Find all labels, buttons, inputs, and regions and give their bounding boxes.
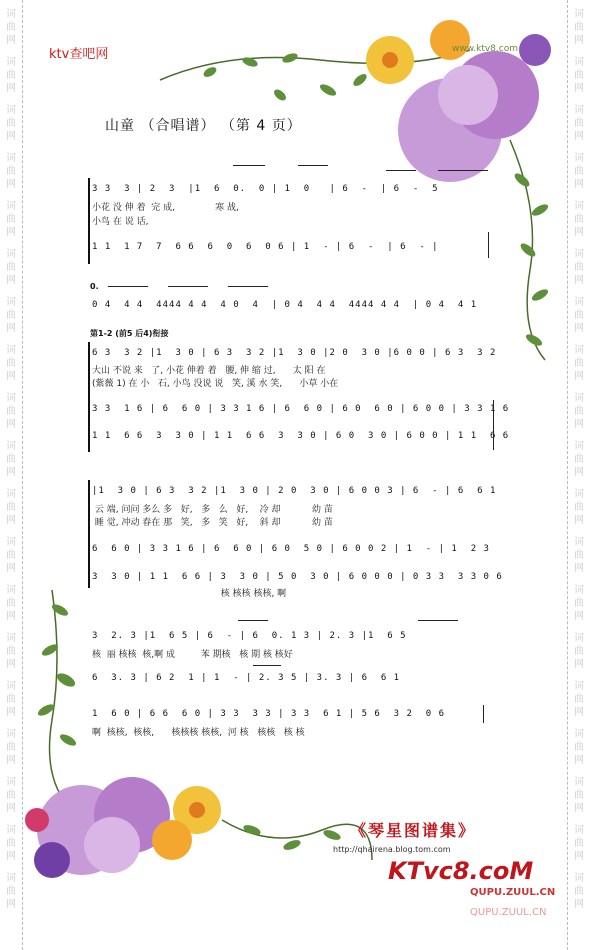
lyric-line: 大山 不说 来 了, 小花 伸着 着 腰, 伸 缩 过, 太 阳 在	[92, 366, 326, 376]
bass-line: 1 1 1 7 7 6 6 6 0 6 0 6 | 1 - | 6 - | 6 - |	[92, 242, 439, 252]
score-system-1	[88, 160, 503, 270]
watermark-glyphs: 词 曲 网	[574, 105, 584, 142]
watermark-glyphs: 词 曲 网	[6, 825, 16, 862]
collection-title: 《琴星图谱集》	[350, 821, 477, 840]
watermark-glyphs: 词 曲 网	[6, 57, 16, 94]
bass-line: 1 1 6 6 3 3 0 | 1 1 6 6 3 3 0 | 6 0 3 0 | 6 0 0 | 1 1 6 6	[92, 431, 510, 441]
watermark-glyphs: 词 曲 网	[6, 633, 16, 670]
watermark-glyphs: 词 曲 网	[574, 441, 584, 478]
melody-line: 6 3 3 2 |1 3 0 | 6 3 3 2 |1 3 0 |2 0 3 0 |6 0 0 | 6 3 3 2	[92, 348, 497, 358]
watermark-glyphs: 词 曲 网	[6, 681, 16, 718]
blog-url: http://qhairena.blog.tom.com	[333, 845, 451, 854]
site-url-watermark: www.ktv8.com	[452, 44, 518, 54]
site-brand-logo: ktv查吧网	[49, 47, 109, 62]
melody-line: 3 3 3 | 2 3 |1 6 0. 0 | 1 0 | 6 - | 6 - 5	[92, 184, 439, 194]
melody-line: 0 4 4 4 4444 4 4 4 0 4 | 0 4 4 4 4444 4 4 | 0 4 4 1	[92, 300, 478, 310]
lyric-line: 小花 没 伸 着 完 成, 寒 战,	[92, 203, 239, 213]
watermark-glyphs: 词 曲 网	[6, 393, 16, 430]
watermark-glyphs: 词 曲 网	[6, 201, 16, 238]
watermark-glyphs: 词 曲 网	[6, 105, 16, 142]
watermark-glyphs: 词 曲 网	[6, 585, 16, 622]
watermark-glyphs: 词 曲 网	[574, 249, 584, 286]
watermark-glyphs: 词 曲 网	[6, 777, 16, 814]
watermark-glyphs: 词 曲 网	[6, 345, 16, 382]
alto-line: 6 6 0 | 3 3 1 6 | 6 6 0 | 6 0 5 0 | 6 0 0 2 | 1 - | 1 2 3	[92, 544, 490, 554]
watermark-glyphs: 词 曲 网	[574, 153, 584, 190]
melody-line: |1 3 0 | 6 3 3 2 |1 3 0 | 2 0 3 0 | 6 0 0 3 | 6 - | 6 6 1	[92, 486, 497, 496]
watermark-glyphs: 词 曲 网	[6, 489, 16, 526]
watermark-glyphs: 词 曲 网	[6, 297, 16, 334]
lyric-line: 核 丽 核核 核,啊 成 苯 期核 核 期 核 核好	[92, 650, 293, 660]
watermark-glyphs: 词 曲 网	[6, 729, 16, 766]
watermark-glyphs: 词 曲 网	[574, 537, 584, 574]
bass-line: 3 3 0 | 1 1 6 6 | 3 3 0 | 5 0 3 0 | 6 0 0 0 | 0 3 3 3 3 0 6	[92, 572, 503, 582]
watermark-glyphs: 词 曲 网	[574, 585, 584, 622]
watermark-glyphs: 词 曲 网	[574, 345, 584, 382]
score-system-3	[88, 328, 510, 453]
watermark-glyphs: 词 曲 网	[574, 729, 584, 766]
watermark-glyphs: 词 曲 网	[574, 489, 584, 526]
watermark-glyphs: 词 曲 网	[6, 537, 16, 574]
watermark-glyphs: 词 曲 网	[574, 9, 584, 46]
system-label: 第1-2 (前5 后4)衔接	[90, 329, 169, 338]
watermark-glyphs: 词 曲 网	[6, 873, 16, 910]
music-score	[88, 160, 510, 750]
qupu-watermark: QUPU.ZUUL.CN	[470, 887, 556, 898]
watermark-glyphs: 词 曲 网	[574, 873, 584, 910]
watermark-glyphs: 词 曲 网	[6, 153, 16, 190]
watermark-glyphs: 词 曲 网	[574, 201, 584, 238]
lyric-line: (紫薇 1) 在 小 石, 小鸟 没说 说 笑, 溪 水 笑, 小草 小在	[92, 379, 339, 389]
page-title: 山童 （合唱谱） （第 4 页）	[105, 118, 302, 134]
score-system-5	[88, 615, 503, 750]
lyric-line: 核 核核 核核, 啊	[92, 589, 287, 599]
alto-line: 6 3. 3 | 6 2 1 | 1 - | 2. 3 5 | 3. 3 | 6 6 1	[92, 673, 401, 683]
watermark-glyphs: 词 曲 网	[574, 633, 584, 670]
watermark-glyphs: 词 曲 网	[574, 57, 584, 94]
melody-line: 3 2. 3 |1 6 5 | 6 - | 6 0. 1 3 | 2. 3 |1 6 5	[92, 631, 407, 641]
alto-line: 3 3 1 6 | 6 6 0 | 3 3 1 6 | 6 6 0 | 6 0 6 0 | 6 0 0 | 3 3 1 6	[92, 404, 510, 414]
watermark-glyphs: 词 曲 网	[574, 777, 584, 814]
watermark-glyphs: 词 曲 网	[574, 297, 584, 334]
watermark-glyphs: 词 曲 网	[6, 9, 16, 46]
right-watermark-border	[567, 0, 590, 950]
left-watermark-border	[0, 0, 23, 950]
lyric-line: 睡 觉, 冲动 春在 那 笑, 多 笑 好, 斜 却 幼 苗	[92, 518, 333, 528]
qupu-watermark-shadow: QUPU.ZUUL.CN	[470, 907, 547, 918]
bass-line: 1 6 0 | 6 6 6 0 | 3 3 3 3 | 3 3 6 1 | 5 6 3 2 0 6	[92, 709, 446, 719]
system-label: 0.	[90, 282, 99, 291]
watermark-glyphs: 词 曲 网	[574, 825, 584, 862]
score-system-4	[88, 468, 503, 598]
watermark-glyphs: 词 曲 网	[574, 393, 584, 430]
ktv8-logo: KTvc8.coM	[388, 857, 534, 885]
lyric-line: 小鸟 在 说 话,	[92, 217, 149, 227]
watermark-glyphs: 词 曲 网	[6, 249, 16, 286]
watermark-glyphs: 词 曲 网	[6, 441, 16, 478]
watermark-glyphs: 词 曲 网	[574, 681, 584, 718]
score-system-2	[88, 282, 503, 318]
lyric-line: 云 端, 问问 多么 多 好, 多 么 好, 冷 却 幼 苗	[92, 505, 333, 515]
lyric-line: 啊 核核, 核核, 核核核 核核, 河 核 核核 核 核	[92, 728, 305, 738]
